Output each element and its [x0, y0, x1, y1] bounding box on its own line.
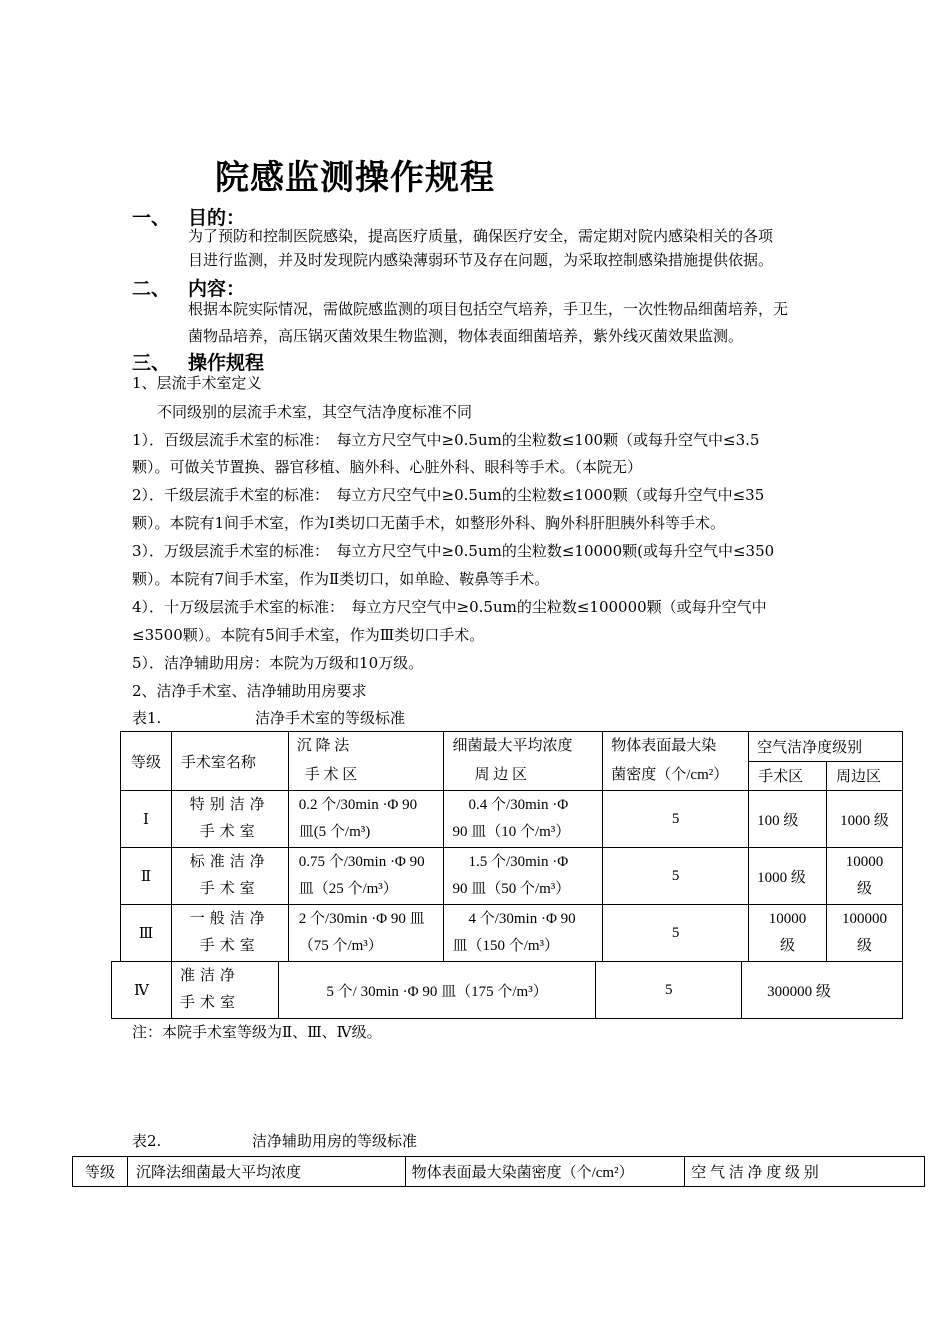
table-1-caption-title: 洁净手术室的等级标准 [255, 709, 406, 727]
cell-bacteria: 0.4 个/30min ·Φ 90 皿（10 个/m³） [444, 791, 603, 848]
section-2-number: 二、 [132, 278, 171, 300]
cell-grade: Ⅰ [121, 791, 172, 848]
cell-room-name: 一般洁净 手术室 [171, 905, 288, 962]
header-air-peripheral: 周边区 [827, 761, 903, 791]
cell-air-class: 300000 级 [742, 962, 903, 1019]
cell-bacteria: 4 个/30min ·Φ 90 皿（150 个/m³） [444, 905, 603, 962]
cell-room-name: 标准洁净 手术室 [171, 848, 288, 905]
cell-air-peripheral: 10000 级 [827, 848, 903, 905]
section-3-title: 操作规程 [188, 352, 265, 374]
paragraph-line: 5）．洁净辅助用房：本院为万级和10万级。 [132, 654, 424, 672]
cell-room-name: 特别洁净 手术室 [171, 791, 288, 848]
cell-bacteria: 1.5 个/30min ·Φ 90 皿（50 个/m³） [444, 848, 603, 905]
cell-grade: Ⅲ [121, 905, 172, 962]
header-sedimentation: 沉 降 法 手 术 区 [288, 732, 444, 791]
page-title: 院感监测操作规程 [215, 158, 495, 198]
paragraph-line: 4）．十万级层流手术室的标准： 每立方尺空气中≥0.5um的尘粒数≤100000颗（或每升空气中 [132, 598, 767, 616]
cell-surface: 5 [596, 962, 742, 1019]
section-1-text-line-1: 为了预防和控制医院感染，提高医疗质量，确保医疗安全，需定期对院内感染相关的各项 [188, 227, 774, 245]
section-1-number: 一、 [132, 207, 171, 229]
cell-sedimentation-combined: 5 个/ 30min ·Φ 90 皿（175 个/m³） [278, 962, 596, 1019]
cell-surface: 5 [603, 791, 749, 848]
header-air-or: 手术区 [749, 761, 827, 791]
grade-table-2 [72, 1156, 925, 1187]
cell-room-name: 准洁净 手术室 [171, 962, 278, 1019]
cell-surface: 5 [603, 905, 749, 962]
paragraph-line: 颗）。可做关节置换、器官移植、脑外科、心脏外科、眼科等手术。（本院无） [132, 458, 643, 476]
cell-air-peripheral: 1000 级 [827, 791, 903, 848]
table-row [121, 848, 903, 905]
paragraph-line: 颗）。本院有7间手术室，作为Ⅱ类切口，如单睑、鞍鼻等手术。 [132, 570, 550, 588]
header-sedimentation: 沉降法细菌最大平均浓度 [127, 1157, 405, 1187]
grade-table-1-row-4 [111, 961, 903, 1019]
cell-air-peripheral: 100000 级 [827, 905, 903, 962]
cell-air-or: 100 级 [749, 791, 827, 848]
section-1-title: 目的： [188, 207, 246, 229]
cell-sedimentation: 0.2 个/30min ·Φ 90 皿(5 个/m³) [288, 791, 444, 848]
table-2-caption-title: 洁净辅助用房的等级标准 [252, 1132, 418, 1150]
cell-grade: Ⅳ [112, 962, 172, 1019]
paragraph-line: 3）．万级层流手术室的标准： 每立方尺空气中≥0.5um的尘粒数≤10000颗(或每升空气中≤350 [132, 542, 775, 560]
header-air-class: 空气洁净度级别 [749, 732, 903, 762]
header-bacteria: 细菌最大平均浓度 周 边 区 [444, 732, 603, 791]
table-row [121, 791, 903, 848]
header-grade: 等级 [121, 732, 172, 791]
paragraph-line: ≤3500颗）。本院有5间手术室，作为Ⅲ类切口手术。 [132, 626, 485, 644]
section-2-text-line-2: 菌物品培养，高压锅灭菌效果生物监测，物体表面细菌培养，紫外线灭菌效果监测。 [188, 327, 744, 345]
subheading-1: 1、层流手术室定义 [132, 374, 262, 392]
cell-air-or: 1000 级 [749, 848, 827, 905]
header-grade: 等级 [73, 1157, 128, 1187]
table-1-note: 注：本院手术室等级为Ⅱ、Ⅲ、Ⅳ级。 [132, 1023, 382, 1041]
header-surface: 物体表面最大染 菌密度（个/cm²） [603, 732, 749, 791]
paragraph-line: 不同级别的层流手术室，其空气洁净度标准不同 [157, 403, 473, 421]
section-1-text-line-2: 目进行监测，并及时发现院内感染薄弱环节及存在问题，为采取控制感染措施提供依据。 [188, 251, 774, 269]
cell-sedimentation: 0.75 个/30min ·Φ 90 皿（25 个/m³） [288, 848, 444, 905]
cell-grade: Ⅱ [121, 848, 172, 905]
cell-sedimentation: 2 个/30min ·Φ 90 皿 （75 个/m³） [288, 905, 444, 962]
paragraph-line: 2）．千级层流手术室的标准： 每立方尺空气中≥0.5um的尘粒数≤1000颗（或每升空气中≤35 [132, 486, 765, 504]
grade-table-1 [120, 731, 903, 962]
section-3-number: 三、 [132, 352, 171, 374]
cell-surface: 5 [603, 848, 749, 905]
table-row [121, 905, 903, 962]
paragraph-line: 颗）。本院有1间手术室，作为Ⅰ类切口无菌手术，如整形外科、胸外科肝胆胰外科等手术。 [132, 514, 725, 532]
header-air-class: 空 气 洁 净 度 级 别 [685, 1157, 925, 1187]
table-row [112, 962, 903, 1019]
header-room-name: 手术室名称 [171, 732, 288, 791]
table-2-caption-label: 表2. [132, 1132, 162, 1150]
section-2-text-line-1: 根据本院实际情况，需做院感监测的项目包括空气培养，手卫生，一次性物品细菌培养，无 [188, 300, 789, 318]
subheading-2: 2、洁净手术室、洁净辅助用房要求 [132, 682, 367, 700]
header-surface: 物体表面最大染菌密度（个/cm²） [405, 1157, 685, 1187]
paragraph-line: 1）．百级层流手术室的标准： 每立方尺空气中≥0.5um的尘粒数≤100颗（或每升空气中≤3.5 [132, 431, 760, 449]
cell-air-or: 10000 级 [749, 905, 827, 962]
table-1-caption-label: 表1. [132, 709, 162, 727]
section-2-title: 内容： [188, 278, 246, 300]
